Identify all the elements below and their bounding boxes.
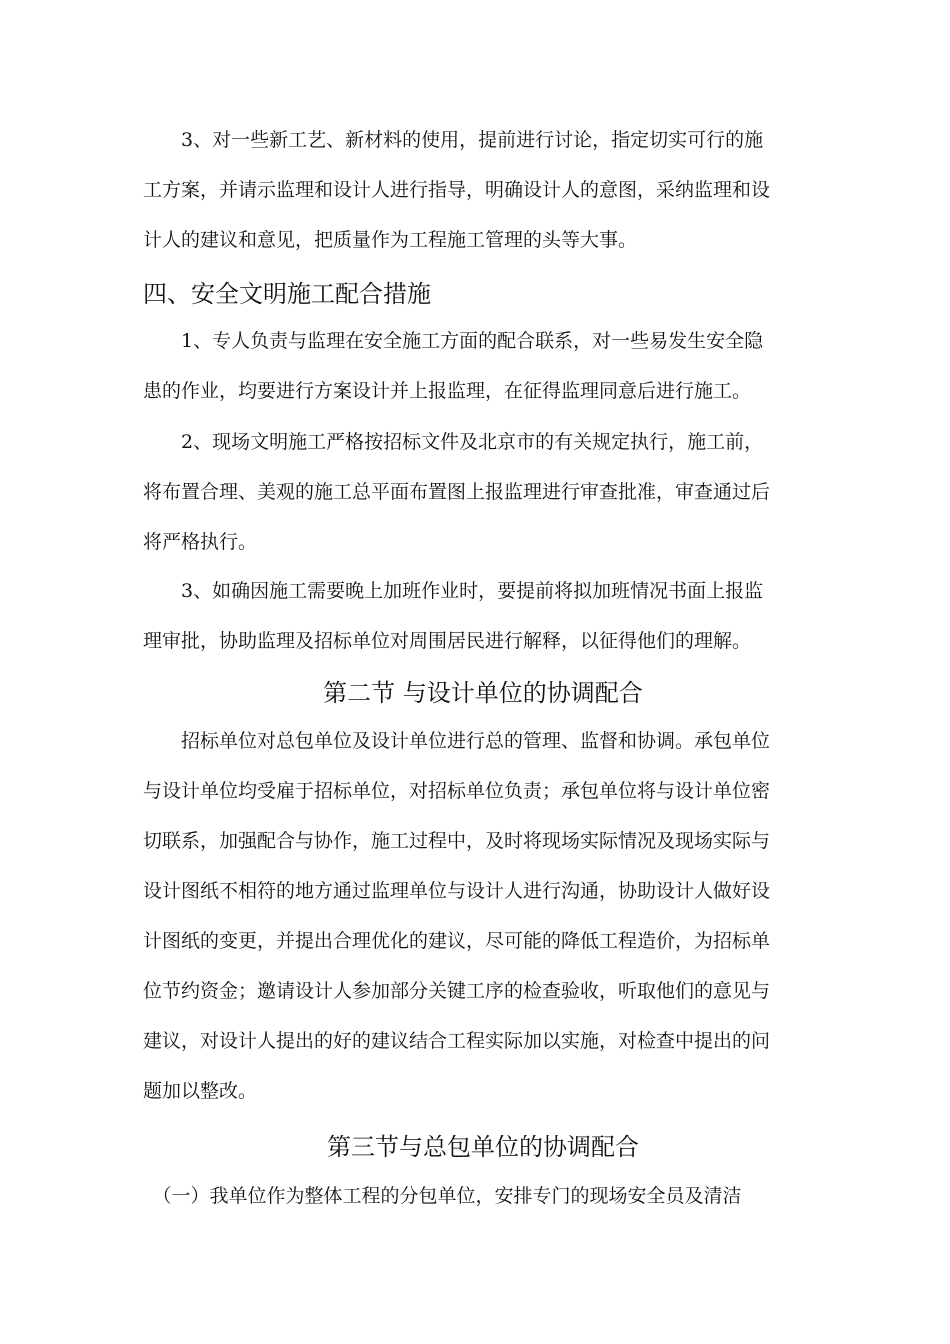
text-line: 设计图纸不相符的地方通过监理单位与设计人进行沟通，协助设计人做好设 <box>143 880 771 902</box>
text-line: 题加以整改。 <box>143 1080 258 1102</box>
text-line: 招标单位对总包单位及设计单位进行总的管理、监督和协调。承包单位 <box>143 730 771 752</box>
text-line: 理审批，协助监理及招标单位对周围居民进行解释，以征得他们的理解。 <box>143 630 752 652</box>
text-line: 将严格执行。 <box>143 531 258 553</box>
text-line: 计人的建议和意见，把质量作为工程施工管理的头等大事。 <box>143 229 638 251</box>
paragraph-site-civilization <box>143 417 823 567</box>
text-line: 位节约资金；邀请设计人参加部分关键工序的检查验收，听取他们的意见与 <box>143 980 771 1002</box>
text-line: 与设计单位均受雇于招标单位，对招标单位负责；承包单位将与设计单位密 <box>143 780 771 802</box>
paragraph-safety-contact <box>143 316 823 416</box>
text-line: 计图纸的变更，并提出合理优化的建议，尽可能的降低工程造价，为招标单 <box>143 930 771 952</box>
text-line: 工方案，并请示监理和设计人进行指导，明确设计人的意图，采纳监理和设 <box>143 179 771 201</box>
text-line: 切联系，加强配合与协作，施工过程中，及时将现场实际情况及现场实际与 <box>143 830 771 852</box>
section-title-design-coordination: 第二节 与设计单位的协调配合 <box>323 679 643 707</box>
paragraph-overtime-work <box>143 566 823 666</box>
text-line: 将布置合理、美观的施工总平面布置图上报监理进行审查批准，审查通过后 <box>143 481 771 503</box>
text-line: 建议，对设计人提出的好的建议结合工程实际加以实施，对检查中提出的问 <box>143 1030 771 1052</box>
text-line: 3、如确因施工需要晚上加班作业时，要提前将拟加班情况书面上报监 <box>143 580 764 602</box>
text-line: 1、专人负责与监理在安全施工方面的配合联系，对一些易发生安全隐 <box>143 330 764 352</box>
text-line: 3、对一些新工艺、新材料的使用，提前进行讨论，指定切实可行的施 <box>143 129 764 151</box>
text-line: 患的作业，均要进行方案设计并上报监理，在征得监理同意后进行施工。 <box>143 380 752 402</box>
text-line: 2、现场文明施工严格按招标文件及北京市的有关规定执行，施工前， <box>143 431 764 453</box>
paragraph-new-materials <box>143 115 823 265</box>
section-title-general-contractor: 第三节与总包单位的协调配合 <box>327 1133 639 1161</box>
paragraph-subcontractor <box>143 1171 823 1221</box>
heading-safety-measures: 四、安全文明施工配合措施 <box>143 280 431 308</box>
text-line: （一）我单位作为整体工程的分包单位，安排专门的现场安全员及清洁 <box>143 1185 742 1207</box>
paragraph-design-coordination <box>143 716 823 1116</box>
